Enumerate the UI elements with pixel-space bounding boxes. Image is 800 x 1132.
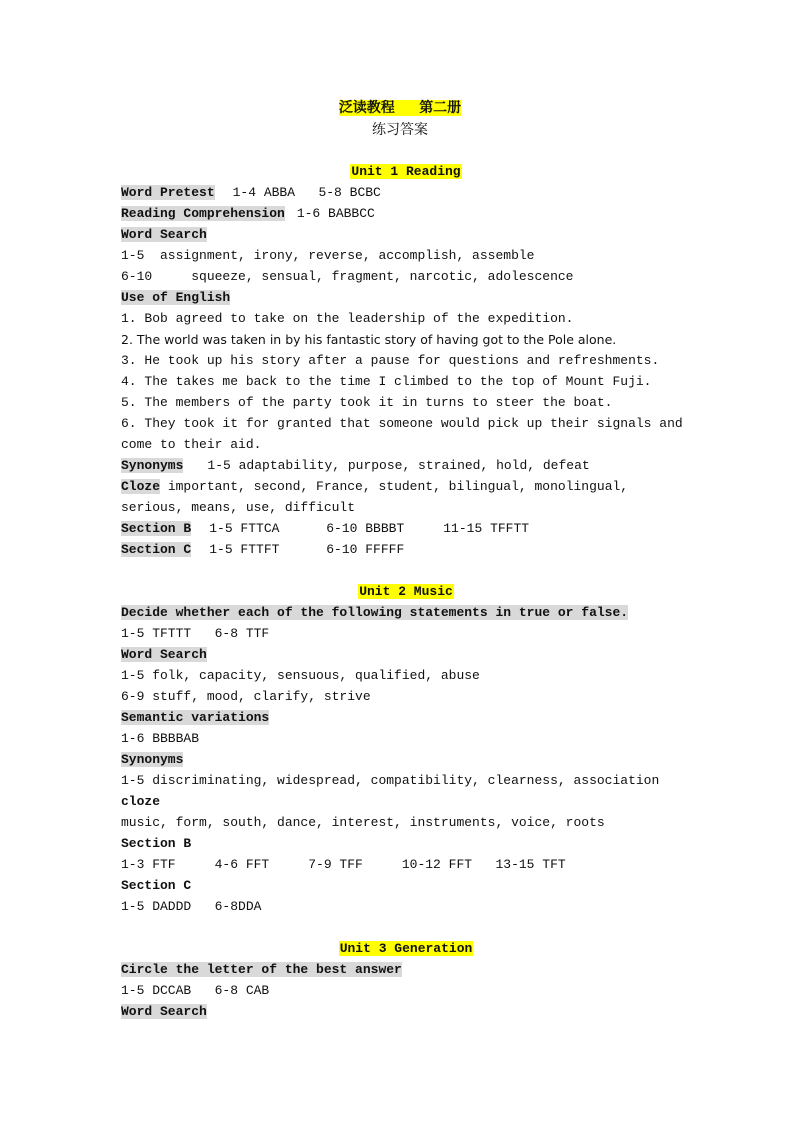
section-c-answers: 1-5 FTTFT 6-10 FFFFF	[209, 542, 405, 557]
unit1-word-search-line-2: 6-10 squeeze, sensual, fragment, narcotic, adolescence	[121, 269, 574, 284]
word-search-label: Word Search	[121, 647, 207, 662]
unit2-section-c-answers: 1-5 DADDD 6-8DDA	[121, 899, 262, 914]
sentence-2: 2. The world was taken in by his fantastic story of having got to the Pole alone.	[121, 332, 617, 347]
unit1-cloze	[121, 476, 691, 518]
unit2-tf-answers: 1-5 TFTTT 6-8 TTF	[121, 626, 270, 641]
word-search-label: Word Search	[121, 227, 207, 242]
section-c-label: Section C	[121, 878, 192, 893]
word-pretest-label: Word Pretest	[121, 185, 215, 200]
use-english-label: Use of English	[121, 290, 231, 305]
section-b-answers: 1-5 FTTCA 6-10 BBBBT 11-15 TFFTT	[209, 521, 530, 536]
unit2-synonyms-heading	[121, 749, 691, 770]
title-gap	[395, 100, 419, 116]
unit2-tf-heading	[121, 602, 691, 623]
unit1-synonyms	[121, 455, 691, 476]
sentence-4: 4. The takes me back to the time I climbed to the top of Mount Fuji.	[121, 374, 652, 389]
unit2-semantic-heading	[121, 707, 691, 728]
semantic-label: Semantic variations	[121, 710, 270, 725]
unit1-word-search-line-1: 1-5 assignment, irony, reverse, accomplish, assemble	[121, 248, 535, 263]
sentence-6: 6. They took it for granted that someone would pick up their signals and come to their aid.	[121, 416, 691, 452]
unit2-section-c-heading	[121, 875, 691, 896]
unit2-cloze-heading	[121, 791, 691, 812]
unit3-heading: Unit 3 Generation	[339, 941, 473, 956]
synonyms-label: Synonyms	[121, 458, 184, 473]
section-b-label: Section B	[121, 521, 192, 536]
unit2-word-search-line-1: 1-5 folk, capacity, sensuous, qualified, abuse	[121, 668, 480, 683]
unit2-word-search-heading	[121, 644, 691, 665]
unit2-section-b-answers: 1-3 FTF 4-6 FFT 7-9 TFF 10-12 FFT 13-15 TFT	[121, 857, 566, 872]
unit3-circle-answers: 1-5 DCCAB 6-8 CAB	[121, 983, 270, 998]
unit1-word-pretest	[121, 182, 691, 203]
unit3-circle-heading	[121, 959, 691, 980]
word-search-label: Word Search	[121, 1004, 207, 1019]
document-title	[0, 97, 800, 119]
unit2-word-search-line-2: 6-9 stuff, mood, clarify, strive	[121, 689, 371, 704]
unit1-use-english-heading	[121, 287, 691, 308]
section-b-label: Section B	[121, 836, 192, 851]
unit1-heading: Unit 1 Reading	[351, 164, 461, 179]
unit2-semantic-answers: 1-6 BBBBAB	[121, 731, 200, 746]
cloze-answers: important, second, France, student, bilingual, monolingual, serious, means, use, difficult	[121, 479, 636, 515]
unit2-synonyms-answers: 1-5 discriminating, widespread, compatibility, clearness, association	[121, 773, 660, 788]
cloze-label: Cloze	[121, 479, 161, 494]
title-part2: 第二册	[419, 100, 462, 116]
title-part1: 泛读教程	[338, 100, 395, 116]
unit1-word-search-heading	[121, 224, 691, 245]
sentence-1: 1. Bob agreed to take on the leadership of the expedition.	[121, 311, 574, 326]
sentence-3: 3. He took up his story after a pause for questions and refreshments.	[121, 353, 660, 368]
document-body	[121, 97, 691, 1022]
circle-label: Circle the letter of the best answer	[121, 962, 402, 977]
word-pretest-answers: 1-4 ABBA 5-8 BCBC	[232, 185, 381, 200]
sentence-5: 5. The members of the party took it in turns to steer the boat.	[121, 395, 613, 410]
unit2-cloze-answers: music, form, south, dance, interest, instruments, voice, roots	[121, 815, 605, 830]
unit2-heading: Unit 2 Music	[359, 584, 453, 599]
synonyms-label: Synonyms	[121, 752, 184, 767]
cloze-label: cloze	[121, 794, 161, 809]
unit1-section-c	[121, 539, 691, 560]
reading-comp-answers: 1-6 BABBCC	[296, 206, 375, 221]
tf-label: Decide whether each of the following statements in true or false.	[121, 605, 629, 620]
reading-comp-label: Reading Comprehension	[121, 206, 285, 221]
unit3-word-search-heading	[121, 1001, 691, 1022]
unit1-reading-comprehension	[121, 203, 691, 224]
unit1-section-b	[121, 518, 691, 539]
section-c-label: Section C	[121, 542, 192, 557]
title-block	[0, 97, 800, 141]
synonyms-answers: 1-5 adaptability, purpose, strained, hold, defeat	[207, 458, 590, 473]
unit2-section-b-heading	[121, 833, 691, 854]
document-subtitle: 练习答案	[372, 122, 428, 138]
